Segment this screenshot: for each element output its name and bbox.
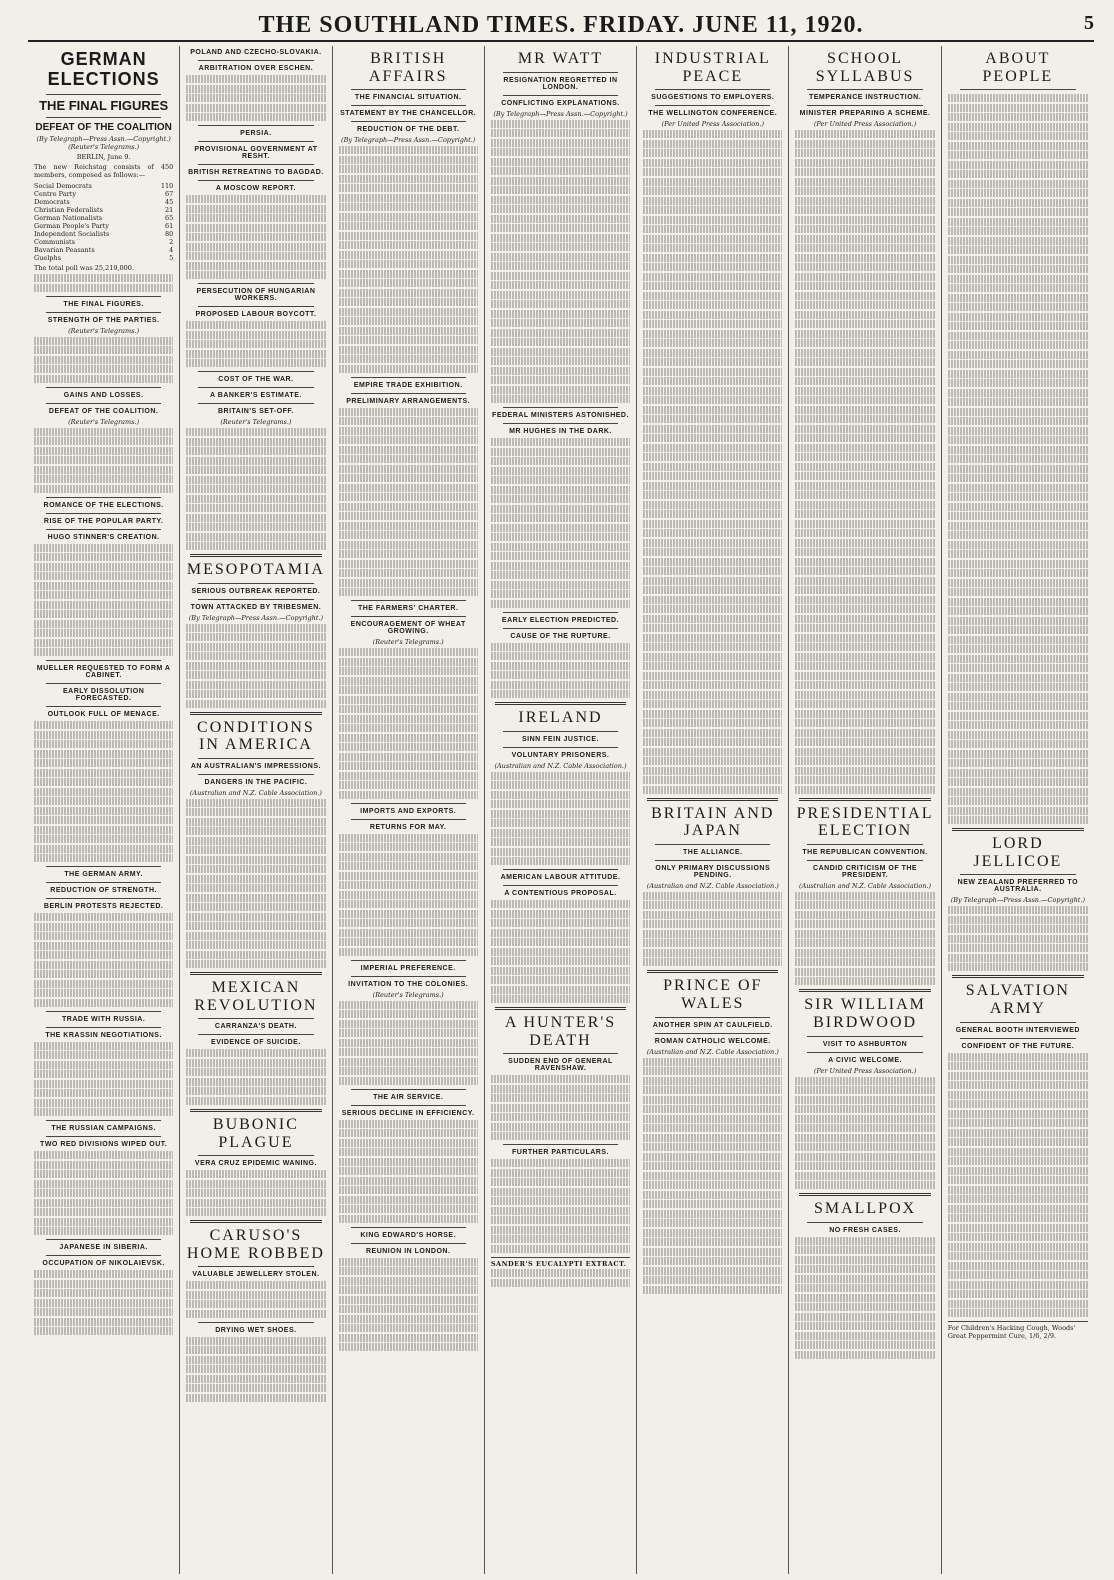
table-row: Christian Federalists 21 bbox=[34, 205, 174, 214]
headline-school-syllabus: SCHOOL SYLLABUS bbox=[815, 50, 915, 85]
h-setoff: BRITAIN'S SET-OFF. bbox=[217, 408, 294, 415]
intro-text: The new Reichstag consists of 450 members, composed as follows:— bbox=[34, 162, 174, 180]
h-conference: THE WELLINGTON CONFERENCE. bbox=[648, 110, 778, 118]
h-spin: ANOTHER SPIN AT CAULFIELD. bbox=[652, 1021, 773, 1029]
h-minister: MINISTER PREPARING A SCHEME. bbox=[799, 110, 931, 118]
table-row: Democrats 45 bbox=[34, 197, 174, 206]
h-dangers: DANGERS IN THE PACIFIC. bbox=[204, 778, 308, 786]
h-booth: GENERAL BOOTH INTERVIEWED bbox=[955, 1026, 1080, 1034]
dateline: BERLIN, June 9. bbox=[76, 152, 131, 161]
h-republican: THE REPUBLICAN CONVENTION. bbox=[802, 848, 928, 856]
table-row: German Nationalists 65 bbox=[34, 213, 174, 222]
h-financial: THE FINANCIAL SITUATION. bbox=[354, 94, 462, 102]
party-table bbox=[34, 182, 173, 262]
h-primary: ONLY PRIMARY DISCUSSIONS PENDING. bbox=[655, 864, 771, 879]
headline-prince: PRINCE OF WALES bbox=[663, 977, 763, 1012]
h-early-election: EARLY ELECTION PREDICTED. bbox=[501, 616, 620, 624]
h-poland: POLAND AND CZECHO-SLOVAKIA. bbox=[190, 49, 322, 56]
h-decline: SERIOUS DECLINE IN EFFICIENCY. bbox=[341, 1109, 475, 1117]
h-jewellery: VALUABLE JEWELLERY STOLEN. bbox=[192, 1271, 320, 1279]
h-farmers: THE FARMERS' CHARTER. bbox=[357, 605, 459, 613]
h-protests: BERLIN PROTESTS REJECTED. bbox=[43, 903, 164, 911]
h-wheat: ENCOURAGEMENT OF WHEAT GROWING. bbox=[350, 621, 466, 636]
h-invitation: INVITATION TO THE COLONIES. bbox=[348, 980, 469, 988]
h-alliance: THE ALLIANCE. bbox=[683, 848, 743, 856]
h-suggestions: SUGGESTIONS TO EMPLOYERS. bbox=[651, 94, 775, 102]
h-moscow: A MOSCOW REPORT. bbox=[215, 185, 296, 192]
headline-conditions: CONDITIONS IN AMERICA bbox=[197, 718, 315, 754]
h-cases: NO FRESH CASES. bbox=[829, 1226, 901, 1234]
column-6: SCHOOL SYLLABUS TEMPERANCE INSTRUCTION. MINISTER PREPARING A SCHEME. (Per United Press Association.) PRESIDENTIAL ELECTION THE REPUBLICAN CONVENTION. CANDID CRITICISM OF THE PRESIDENT. (Australian and N.Z. Cable Association.) SIR WILLIAM BIRDWOOD VISIT TO ASHBURTON A CIVIC WELCOME. (Per United Press Association.) SMALLPOX NO FRESH CASES. bbox=[789, 46, 941, 1574]
h-american: AMERICAN LABOUR ATTITUDE. bbox=[500, 874, 621, 882]
h-horse: KING EDWARD'S HORSE. bbox=[360, 1231, 457, 1239]
headline-birdwood: SIR WILLIAM BIRDWOOD bbox=[804, 996, 926, 1031]
page-number: 5 bbox=[1084, 12, 1094, 34]
column-5: INDUSTRIAL PEACE SUGGESTIONS TO EMPLOYERS. THE WELLINGTON CONFERENCE. (Per United Press Association.) BRITAIN AND JAPAN THE ALLIANCE. ONLY PRIMARY DISCUSSIONS PENDING. (Australian and N.Z. Cable Association.) PRINCE OF WALES ANOTHER SPIN AT CAULFIELD. ROMAN CATHOLIC WELCOME. (Australian and N.Z. Cable Association.) bbox=[637, 46, 789, 1574]
headline-british-affairs: BRITISH AFFAIRS bbox=[368, 50, 448, 85]
headline-jellicoe: LORD JELLICOE bbox=[973, 835, 1063, 870]
h-hughes: MR HUGHES IN THE DARK. bbox=[509, 428, 612, 436]
h-persia: PERSIA. bbox=[240, 130, 272, 137]
h-returns: RETURNS FOR MAY. bbox=[369, 823, 447, 831]
h-cause: CAUSE OF THE RUPTURE. bbox=[510, 632, 611, 640]
h-banker: A BANKER'S ESTIMATE. bbox=[210, 392, 302, 399]
h-imports: IMPORTS AND EXPORTS. bbox=[360, 807, 457, 815]
h-rise: RISE OF THE POPULAR PARTY. bbox=[43, 517, 164, 525]
h-army: THE GERMAN ARMY. bbox=[64, 871, 143, 879]
headline-mesopotamia: MESOPOTAMIA bbox=[186, 561, 325, 578]
h-civic: A CIVIC WELCOME. bbox=[828, 1056, 902, 1064]
h-town: TOWN ATTACKED BY TRIBESMEN. bbox=[190, 603, 322, 611]
h-statement: STATEMENT BY THE CHANCELLOR. bbox=[340, 110, 477, 118]
h-further: FURTHER PARTICULARS. bbox=[512, 1149, 609, 1157]
h-gains: GAINS AND LOSSES. bbox=[63, 391, 144, 399]
masthead bbox=[28, 10, 1094, 42]
column-7: ABOUT PEOPLE LORD JELLICOE NEW ZEALAND PREFERRED TO AUSTRALIA. (By Telegraph—Press Assn.—Copyright.) SALVATION ARMY GENERAL BOOTH INTERVIEWED CONFIDENT OF THE FUTURE. For Children's Hacking Cough, Woods' Great Peppermint Cure, 1/6, 2/9. bbox=[942, 46, 1094, 1574]
headline-hunter: A HUNTER'S DEATH bbox=[504, 1014, 617, 1049]
column-3: BRITISH AFFAIRS THE FINANCIAL SITUATION. STATEMENT BY THE CHANCELLOR. REDUCTION OF THE DEBT. (By Telegraph—Press Assn.—Copyright.) EMPIRE TRADE EXHIBITION. PRELIMINARY ARRANGEMENTS. THE FARMERS' CHARTER. ENCOURAGEMENT OF WHEAT GROWING. (Reuter's Telegrams.) IMPORTS AND EXPORTS. RETURNS FOR MAY. IMPERIAL PREFERENCE. INVITATION TO THE COLONIES. (Reuter's Telegrams.) THE AIR SERVICE. SERIOUS DECLINE IN EFFICIENCY. KING EDWARD'S HORSE. REUNION IN LONDON. bbox=[333, 46, 485, 1574]
headline-mr-watt: MR WATT bbox=[517, 50, 604, 67]
h-preferred: NEW ZEALAND PREFERRED TO AUSTRALIA. bbox=[957, 879, 1079, 894]
h-defeat: DEFEAT OF THE COALITION. bbox=[48, 407, 159, 415]
h-strength: STRENGTH OF THE PARTIES. bbox=[47, 316, 160, 324]
h-trade: TRADE WITH RUSSIA. bbox=[62, 1015, 146, 1023]
h-roman: ROMAN CATHOLIC WELCOME. bbox=[654, 1037, 771, 1045]
h-confident: CONFIDENT OF THE FUTURE. bbox=[961, 1042, 1075, 1050]
sub-final-figures: THE FINAL FIGURES bbox=[39, 97, 169, 113]
h-empire: EMPIRE TRADE EXHIBITION. bbox=[353, 381, 463, 389]
h-russian: THE RUSSIAN CAMPAIGNS. bbox=[51, 1125, 156, 1133]
headline-german-elections: GERMAN ELECTIONS bbox=[47, 49, 160, 89]
headline-industrial-peace: INDUSTRIAL PEACE bbox=[654, 50, 771, 85]
table-row: Guelphs 5 bbox=[34, 253, 174, 262]
headline-presidential: PRESIDENTIAL ELECTION bbox=[796, 804, 934, 840]
headline-britain-japan: BRITAIN AND JAPAN bbox=[651, 804, 775, 840]
table-row: Communists 2 bbox=[34, 237, 174, 246]
headline-salvation: SALVATION ARMY bbox=[965, 982, 1070, 1017]
headline-caruso: CARUSO'S HOME ROBBED bbox=[186, 1227, 325, 1262]
h-provisional: PROVISIONAL GOVERNMENT AT RESHT. bbox=[194, 146, 318, 160]
h-carranza: CARRANZA'S DEATH. bbox=[214, 1023, 297, 1031]
column-1: GERMAN ELECTIONS THE FINAL FIGURES DEFEAT OF THE COALITION (By Telegraph—Press Assn.—Copyright.) (Reuter's Telegrams.) BERLIN, June 9. The new Reichstag consists of 450 members, composed as follows:— Social Democrats 110 Centre Party 67 Democrats 45 Christian Federalists 21 German Nationalists 65 German People's Party 61 Independent Socialists 80 Communists 2 Bavarian Peasants 4 Guelphs 5 The total poll was 25,219,000. THE FINAL FIGURES. STRENGTH OF THE PARTIES. (Reuter's Telegrams.) GAINS AND LOSSES. DEFEAT OF THE COALITION. (Reuter's Telegrams.) ROMANCE OF THE ELECTIONS. RISE OF THE POPULAR PARTY. HUGO STINNER'S CREATION. MUELLER REQUESTED TO FORM A CABINET. EARLY DISSOLUTION FORECASTED. OUTLOOK FULL OF MENACE. THE GERMAN ARMY. REDUCTION OF STRENGTH. BERLIN PROTESTS REJECTED. TRADE WITH RUSSIA. THE KRASSIN NEGOTIATIONS. THE RUSSIAN CAMPAIGNS. TWO RED DIVISIONS WIPED OUT. JAPANESE IN SIBERIA. OCCUPATION OF NIKOLAIEVSK. bbox=[28, 46, 180, 1574]
h-mueller: MUELLER REQUESTED TO FORM A CABINET. bbox=[36, 665, 171, 680]
h-romance: ROMANCE OF THE ELECTIONS. bbox=[43, 501, 164, 509]
h-impressions: AN AUSTRALIAN'S IMPRESSIONS. bbox=[190, 762, 321, 770]
h-occupation: OCCUPATION OF NIKOLAIEVSK. bbox=[42, 1260, 165, 1268]
h-boycott: PROPOSED LABOUR BOYCOTT. bbox=[195, 311, 317, 318]
headline-bubonic: BUBONIC PLAGUE bbox=[212, 1115, 299, 1151]
credit-line: (By Telegraph—Press Assn.—Copyright.) (Reuter's Telegrams.) bbox=[36, 134, 171, 151]
h-vera: VERA CRUZ EPIDEMIC WANING. bbox=[194, 1160, 317, 1168]
table-row: Independent Socialists 80 bbox=[34, 229, 174, 238]
h-two-divisions: TWO RED DIVISIONS WIPED OUT. bbox=[40, 1141, 168, 1149]
h-final: THE FINAL FIGURES. bbox=[63, 300, 144, 308]
headline-mexican: MEXICAN REVOLUTION bbox=[194, 979, 318, 1014]
h-suicide: EVIDENCE OF SUICIDE. bbox=[211, 1039, 301, 1047]
h-hugo: HUGO STINNER'S CREATION. bbox=[47, 533, 160, 541]
column-2: POLAND AND CZECHO-SLOVAKIA. ARBITRATION OVER ESCHEN. PERSIA. PROVISIONAL GOVERNMENT AT RESHT. BRITISH RETREATING TO BAGDAD. A MOSCOW REPORT. PERSECUTION OF HUNGARIAN WORKERS. PROPOSED LABOUR BOYCOTT. COST OF THE WAR. A BANKER'S ESTIMATE. BRITAIN'S SET-OFF. (Reuter's Telegrams.) MESOPOTAMIA SERIOUS OUTBREAK REPORTED. TOWN ATTACKED BY TRIBESMEN. (By Telegraph—Press Assn.—Copyright.) CONDITIONS IN AMERICA AN AUSTRALIAN'S IMPRESSIONS. DANGERS IN THE PACIFIC. (Australian and N.Z. Cable Association.) MEXICAN REVOLUTION CARRANZA'S DEATH. EVIDENCE OF SUICIDE. BUBONIC PLAGUE VERA CRUZ EPIDEMIC WANING. CARUSO'S HOME ROBBED VALUABLE JEWELLERY STOLEN. DRYING WET SHOES. bbox=[180, 46, 332, 1574]
h-visit: VISIT TO ASHBURTON bbox=[822, 1040, 908, 1048]
h-conflicting: CONFLICTING EXPLANATIONS. bbox=[501, 99, 620, 107]
advert-sanders: SANDER'S EUCALYPTI EXTRACT. bbox=[491, 1257, 630, 1268]
total-poll: The total poll was 25,219,000. bbox=[34, 263, 135, 272]
headline-about-people: ABOUT PEOPLE bbox=[982, 50, 1054, 85]
h-temperance: TEMPERANCE INSTRUCTION. bbox=[808, 94, 922, 102]
h-sinn: SINN FEIN JUSTICE. bbox=[521, 735, 600, 743]
masthead-title: THE SOUTHLAND TIMES. FRIDAY. JUNE 11, 1920. bbox=[258, 11, 864, 38]
h-sudden: SUDDEN END OF GENERAL RAVENSHAW. bbox=[508, 1058, 613, 1073]
h-arbitration: ARBITRATION OVER ESCHEN. bbox=[198, 65, 314, 72]
h-reduction: REDUCTION OF STRENGTH. bbox=[50, 887, 157, 895]
table-row: German People's Party 61 bbox=[34, 221, 174, 230]
h-resignation: RESIGNATION REGRETTED IN LONDON. bbox=[503, 76, 618, 91]
h-british-retreating: BRITISH RETREATING TO BAGDAD. bbox=[188, 169, 324, 176]
h-reunion: REUNION IN LONDON. bbox=[365, 1247, 451, 1255]
h-voluntary: VOLUNTARY PRISONERS. bbox=[511, 751, 610, 759]
columns bbox=[28, 46, 1094, 1574]
h-outbreak: SERIOUS OUTBREAK REPORTED. bbox=[191, 587, 321, 595]
h-air: THE AIR SERVICE. bbox=[373, 1093, 444, 1101]
column-4: MR WATT RESIGNATION REGRETTED IN LONDON. CONFLICTING EXPLANATIONS. (By Telegraph—Press Assn.—Copyright.) FEDERAL MINISTERS ASTONISHED. MR HUGHES IN THE DARK. EARLY ELECTION PREDICTED. CAUSE OF THE RUPTURE. IRELAND SINN FEIN JUSTICE. VOLUNTARY PRISONERS. (Australian and N.Z. Cable Association.) AMERICAN LABOUR ATTITUDE. A CONTENTIOUS PROPOSAL. A HUNTER'S DEATH SUDDEN END OF GENERAL RAVENSHAW. FURTHER PARTICULARS. SANDER'S EUCALYPTI EXTRACT. bbox=[485, 46, 637, 1574]
advert-woods: For Children's Hacking Cough, Woods' Great Peppermint Cure, 1/6, 2/9. bbox=[948, 1321, 1088, 1340]
h-cost: COST OF THE WAR. bbox=[218, 376, 294, 383]
h-contentious: A CONTENTIOUS PROPOSAL. bbox=[504, 890, 617, 898]
h-krassin: THE KRASSIN NEGOTIATIONS. bbox=[45, 1031, 162, 1039]
table-row: Centre Party 67 bbox=[34, 189, 174, 198]
sub-defeat: DEFEAT OF THE COALITION bbox=[35, 121, 172, 133]
h-candid: CANDID CRITICISM OF THE PRESIDENT. bbox=[813, 864, 918, 879]
headline-ireland: IRELAND bbox=[518, 709, 603, 727]
h-early: EARLY DISSOLUTION FORECASTED. bbox=[63, 688, 145, 703]
h-japanese: JAPANESE IN SIBERIA. bbox=[59, 1244, 148, 1252]
table-row: Bavarian Peasants 4 bbox=[34, 245, 174, 254]
h-drying: DRYING WET SHOES. bbox=[215, 1326, 297, 1334]
headline-smallpox: SMALLPOX bbox=[813, 1200, 917, 1218]
h-prelim: PRELIMINARY ARRANGEMENTS. bbox=[346, 397, 471, 405]
h-persecution: PERSECUTION OF HUNGARIAN WORKERS. bbox=[196, 288, 316, 302]
h-outlook: OUTLOOK FULL OF MENACE. bbox=[47, 711, 160, 719]
h-imperial: IMPERIAL PREFERENCE. bbox=[360, 964, 456, 972]
table-row: Social Democrats 110 bbox=[34, 181, 174, 190]
h-ministers: FEDERAL MINISTERS ASTONISHED. bbox=[492, 412, 629, 420]
h-debt: REDUCTION OF THE DEBT. bbox=[357, 126, 460, 134]
